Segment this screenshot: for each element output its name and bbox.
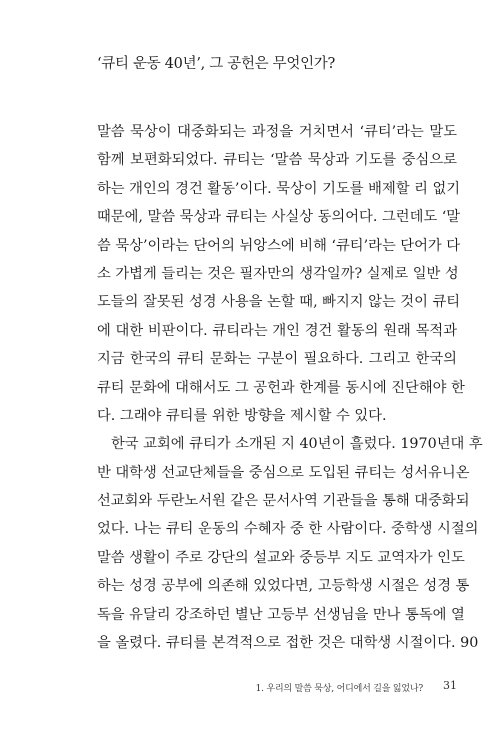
text-line: 선교회와 두란노서원 같은 문서사역 기관들을 통해 대중화되	[97, 493, 470, 510]
running-footer-chapter: 1. 우리의 말씀 묵상, 어디에서 길을 잃었나?	[255, 684, 423, 694]
text-line: 반 대학생 선교단체들을 중심으로 도입된 큐티는 성서유니온	[97, 464, 470, 481]
text-line: 소 가볍게 들리는 것은 필자만의 생각일까? 실제로 일반 성	[97, 265, 459, 282]
text-line: 말씀 생활이 주로 강단의 설교와 중등부 지도 교역자가 인도	[97, 549, 465, 566]
text-line: 하는 성경 공부에 의존해 있었다면, 고등학생 시절은 성경 통	[97, 578, 470, 595]
text-line: 었다. 나는 큐티 운동의 수혜자 중 한 사람이다. 중학생 시절의	[97, 521, 479, 538]
body-text	[97, 118, 483, 657]
paragraph-2	[97, 430, 483, 657]
text-line: 때문에, 말씀 묵상과 큐티는 사실상 동의어다. 그런데도 ‘말	[97, 209, 461, 226]
page-number: 31	[443, 679, 457, 692]
text-line: 다. 그래야 큐티를 위한 방향을 제시할 수 있다.	[97, 407, 387, 424]
text-line: 함께 보편화되었다. 큐티는 ‘말씀 묵상과 기도를 중심으로	[97, 152, 457, 169]
text-line: 지금 한국의 큐티 문화는 구분이 필요하다. 그리고 한국의	[97, 351, 457, 368]
text-line: 에 대한 비판이다. 큐티라는 개인 경건 활동의 원래 목적과	[97, 322, 457, 339]
text-line: 큐티 문화에 대해서도 그 공헌과 한계를 동시에 진단해야 한	[97, 379, 465, 396]
text-line: 을 올렸다. 큐티를 본격적으로 접한 것은 대학생 시절이다. 90	[97, 635, 479, 652]
text-line: 하는 개인의 경건 활동’이다. 묵상이 기도를 배제할 리 없기	[97, 180, 461, 197]
text-line: 씀 묵상’이라는 단어의 뉘앙스에 비해 ‘큐티’라는 단어가 다	[97, 237, 461, 254]
text-line: 독을 유달리 강조하던 별난 고등부 선생님을 만나 통독에 열	[97, 606, 465, 623]
text-line: 도들의 잘못된 성경 사용을 논할 때, 빠지지 않는 것이 큐티	[97, 294, 461, 311]
text-line: 한국 교회에 큐티가 소개된 지 40년이 흘렀다. 1970년대 후	[111, 436, 483, 453]
paragraph-1	[97, 118, 465, 430]
text-line: 말씀 묵상이 대중화되는 과정을 거치면서 ‘큐티’라는 말도	[97, 124, 457, 140]
section-title: ‘큐티 운동 40년’, 그 공헌은 무엇인가?	[97, 56, 335, 72]
